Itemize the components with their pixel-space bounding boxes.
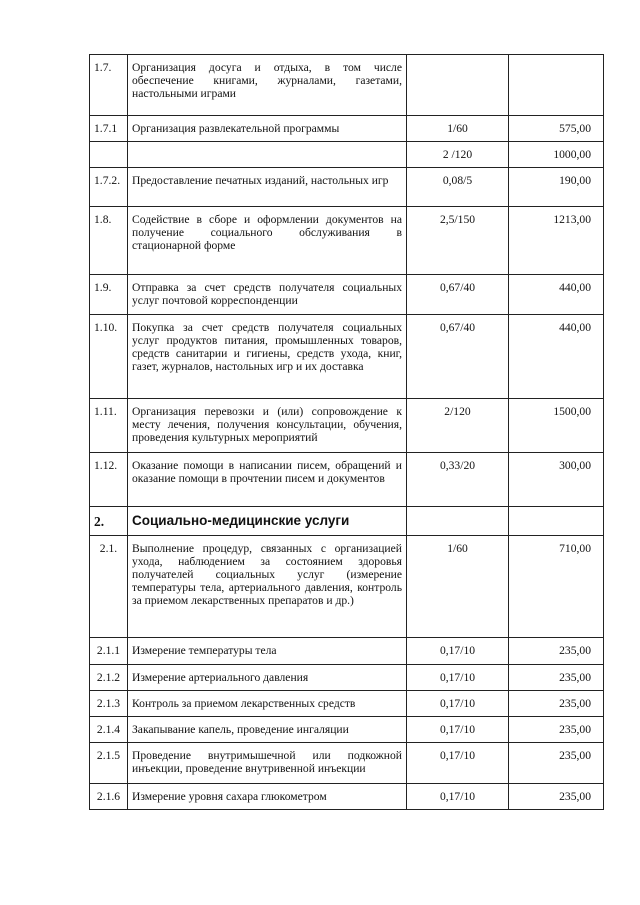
time-norm: 2,5/150 — [407, 207, 509, 275]
time-norm: 2 /120 — [407, 142, 509, 168]
service-price: 1213,00 — [509, 207, 604, 275]
service-price: 235,00 — [509, 665, 604, 691]
service-name: Выполнение процедур, связанных с организацией ухода, наблюдением за состоянием здоровья получателей социальных услуг (измерение температуры тела, артериального давления, контроль за приемом лекарственных препаратов и др.) — [128, 536, 407, 638]
table-row — [90, 207, 604, 275]
row-number: 1.7. — [90, 55, 128, 116]
section-title: Социально-медицинские услуги — [128, 507, 407, 536]
table-row — [90, 399, 604, 453]
time-norm: 0,08/5 — [407, 168, 509, 207]
row-number: 1.10. — [90, 315, 128, 399]
time-norm: 0,67/40 — [407, 275, 509, 315]
service-name: Проведение внутримышечной или подкожной инъекции, проведение внутривенной инъекции — [128, 743, 407, 784]
row-number: 2.1.5 — [90, 743, 128, 784]
service-name: Измерение уровня сахара глюкометром — [128, 784, 407, 810]
time-norm: 0,17/10 — [407, 743, 509, 784]
table-row — [90, 142, 604, 168]
service-price: 300,00 — [509, 453, 604, 507]
table-row — [90, 691, 604, 717]
service-price: 235,00 — [509, 717, 604, 743]
row-number: 2.1.6 — [90, 784, 128, 810]
service-name: Закапывание капель, проведение ингаляции — [128, 717, 407, 743]
service-price: 575,00 — [509, 116, 604, 142]
service-price — [509, 507, 604, 536]
section-number: 2. — [90, 507, 128, 536]
row-number: 1.7.1 — [90, 116, 128, 142]
service-name: Организация досуга и отдыха, в том числе обеспечение книгами, журналами, газетами, настольными играми — [128, 55, 407, 116]
service-price: 235,00 — [509, 784, 604, 810]
service-name: Организация развлекательной программы — [128, 116, 407, 142]
table-row — [90, 453, 604, 507]
row-number: 2.1.4 — [90, 717, 128, 743]
section-header-row — [90, 507, 604, 536]
row-number: 2.1.1 — [90, 638, 128, 665]
time-norm: 0,17/10 — [407, 665, 509, 691]
service-name: Отправка за счет средств получателя социальных услуг почтовой корреспонденции — [128, 275, 407, 315]
service-name: Содействие в сборе и оформлении документов на получение социального обслуживания в стационарной форме — [128, 207, 407, 275]
service-price: 235,00 — [509, 743, 604, 784]
table-row — [90, 717, 604, 743]
row-number: 1.11. — [90, 399, 128, 453]
table-row — [90, 275, 604, 315]
time-norm: 0,17/10 — [407, 784, 509, 810]
services-table — [89, 54, 604, 810]
table-row — [90, 536, 604, 638]
table-row — [90, 743, 604, 784]
service-price: 1500,00 — [509, 399, 604, 453]
table-row — [90, 116, 604, 142]
row-number: 1.7.2. — [90, 168, 128, 207]
service-price: 710,00 — [509, 536, 604, 638]
service-name: Покупка за счет средств получателя социальных услуг продуктов питания, промышленных товаров, средств санитарии и гигиены, средств ухода, книг, газет, журналов, настольных игр и их доставка — [128, 315, 407, 399]
table-row — [90, 638, 604, 665]
time-norm: 2/120 — [407, 399, 509, 453]
service-name — [128, 142, 407, 168]
service-price: 235,00 — [509, 638, 604, 665]
service-name: Контроль за приемом лекарственных средств — [128, 691, 407, 717]
service-name: Измерение температуры тела — [128, 638, 407, 665]
row-number — [90, 142, 128, 168]
time-norm: 0,17/10 — [407, 717, 509, 743]
row-number: 1.12. — [90, 453, 128, 507]
service-price: 440,00 — [509, 315, 604, 399]
service-name: Организация перевозки и (или) сопровождение к месту лечения, получения консультации, обучения, проведения культурных мероприятий — [128, 399, 407, 453]
row-number: 2.1.2 — [90, 665, 128, 691]
row-number: 1.9. — [90, 275, 128, 315]
row-number: 2.1. — [90, 536, 128, 638]
service-name: Предоставление печатных изданий, настольных игр — [128, 168, 407, 207]
time-norm: 0,17/10 — [407, 638, 509, 665]
table-row — [90, 168, 604, 207]
time-norm — [407, 55, 509, 116]
service-price: 440,00 — [509, 275, 604, 315]
time-norm: 1/60 — [407, 536, 509, 638]
time-norm: 0,33/20 — [407, 453, 509, 507]
service-price: 190,00 — [509, 168, 604, 207]
service-price: 1000,00 — [509, 142, 604, 168]
table-row — [90, 784, 604, 810]
time-norm: 0,17/10 — [407, 691, 509, 717]
time-norm — [407, 507, 509, 536]
service-price — [509, 55, 604, 116]
table-row — [90, 665, 604, 691]
row-number: 2.1.3 — [90, 691, 128, 717]
table-row — [90, 315, 604, 399]
service-name: Оказание помощи в написании писем, обращений и оказание помощи в прочтении писем и документов — [128, 453, 407, 507]
service-price: 235,00 — [509, 691, 604, 717]
service-name: Измерение артериального давления — [128, 665, 407, 691]
time-norm: 1/60 — [407, 116, 509, 142]
time-norm: 0,67/40 — [407, 315, 509, 399]
row-number: 1.8. — [90, 207, 128, 275]
table-row — [90, 55, 604, 116]
